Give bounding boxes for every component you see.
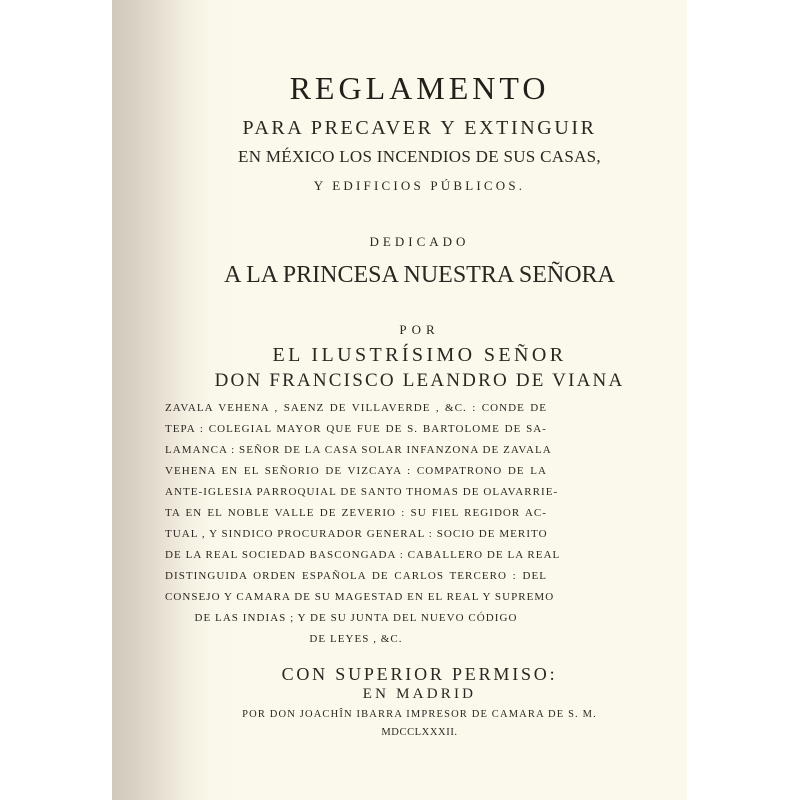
bio-line: DE LEYES , &C.: [309, 633, 403, 645]
subtitle-line-2: EN MÉXICO LOS INCENDIOS DE SUS CASAS,: [238, 147, 601, 166]
author-name: DON FRANCISCO LEANDRO DE VIANA: [214, 370, 625, 391]
subtitle-line-1: PARA PRECAVER Y EXTINGUIR: [242, 117, 597, 139]
bio-line: TA EN EL NOBLE VALLE DE ZEVERIO : SU FIEL REGIDOR AC-: [165, 507, 547, 519]
publication-place: EN MADRID: [362, 686, 477, 702]
bio-line: DISTINGUIDA ORDEN ESPAÑOLA DE CARLOS TERCERO : DEL: [165, 570, 547, 582]
bio-line: TEPA : COLEGIAL MAYOR QUE FUE DE S. BARTOLOME DE SA-: [165, 423, 547, 435]
author-title: EL ILUSTRÍSIMO SEÑOR: [272, 344, 567, 366]
bio-line: ANTE-IGLESIA PARROQUIAL DE SANTO THOMAS DE OLAVARRIE-: [165, 486, 559, 498]
bio-line: CONSEJO Y CAMARA DE SU MAGESTAD EN EL REAL Y SUPREMO: [165, 591, 555, 603]
publication-year: MDCCLXXXII.: [381, 727, 458, 738]
author-bio: [165, 398, 561, 650]
by-label: POR: [399, 322, 440, 337]
bio-line: ZAVALA VEHENA , SAENZ DE VILLAVERDE , &C. : CONDE DE: [165, 402, 547, 414]
bio-line: DE LA REAL SOCIEDAD BASCONGADA : CABALLERO DE LA REAL: [165, 549, 561, 561]
permission-notice: CON SUPERIOR PERMISO:: [281, 664, 558, 684]
bio-line: DE LAS INDIAS ; Y DE SU JUNTA DEL NUEVO CÓDIGO: [194, 612, 518, 624]
dedication-label: DEDICADO: [369, 234, 470, 249]
book-title-page: [112, 0, 687, 800]
bio-line: LAMANCA : SEÑOR DE LA CASA SOLAR INFANZONA DE ZAVALA: [165, 444, 552, 456]
dedicatee: A LA PRINCESA NUESTRA SEÑORA: [224, 262, 615, 288]
bio-line: VEHENA EN EL SEÑORIO DE VIZCAYA : COMPATRONO DE LA: [165, 465, 547, 477]
subtitle-line-3: Y EDIFICIOS PÚBLICOS.: [313, 178, 526, 193]
bio-line: TUAL , Y SINDICO PROCURADOR GENERAL : SOCIO DE MERITO: [165, 528, 548, 540]
printer-line: POR DON JOACHÎN IBARRA IMPRESOR DE CAMARA DE S. M.: [242, 709, 597, 720]
book-title: REGLAMENTO: [289, 70, 550, 106]
